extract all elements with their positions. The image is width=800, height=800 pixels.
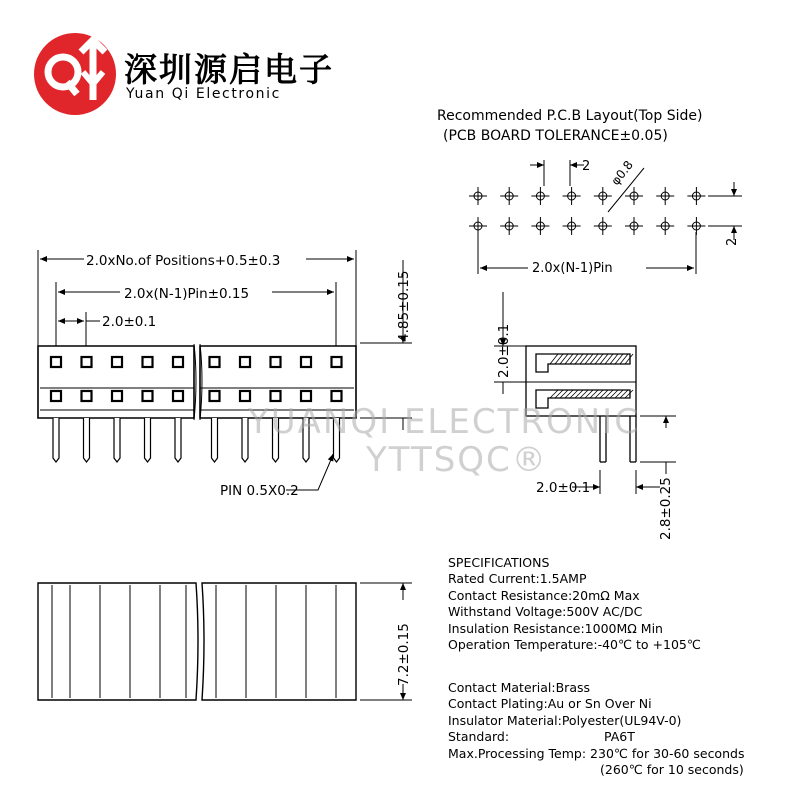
hatch-line <box>595 390 603 398</box>
specifications-block <box>448 555 701 653</box>
pin <box>84 418 90 462</box>
spec-line: Insulation Resistance:1000MΩ Min <box>448 620 663 636</box>
brand-name-cn: 深圳源启电子 <box>124 50 334 89</box>
hatch-line <box>605 390 613 398</box>
cavity <box>173 357 183 367</box>
side-dim-row-pitch: 2.0±0.1 <box>496 323 512 378</box>
pcb-hole <box>469 187 487 205</box>
pcb-hole <box>594 187 612 205</box>
hatch-line <box>620 390 628 398</box>
cavity <box>240 391 250 401</box>
pcb-hole <box>500 217 518 235</box>
pcb-dim-pitch: 2 <box>582 159 591 174</box>
hatch-line <box>615 390 623 398</box>
watermark-line2: YTTSQC® <box>366 440 548 480</box>
pcb-hole <box>656 187 674 205</box>
pcb-hole <box>531 187 549 205</box>
cavity <box>332 357 342 367</box>
pcb-hole <box>563 187 581 205</box>
pin <box>114 418 120 462</box>
cavity <box>82 391 92 401</box>
cavity <box>210 357 220 367</box>
pcb-dim-row-pitch: 2 <box>725 237 740 246</box>
hatch-line <box>600 354 608 364</box>
hatch-line <box>620 354 628 364</box>
hatch-line <box>550 390 558 398</box>
spec-material-line: Contact Material:Brass <box>448 680 590 695</box>
pin <box>145 418 151 462</box>
hatch-line <box>625 390 633 398</box>
spec-processing-line2: (260℃ for 10 seconds) <box>600 761 744 777</box>
hatch-line <box>615 354 623 364</box>
hatch-line <box>555 354 563 364</box>
cavity <box>143 391 153 401</box>
hatch-line <box>575 354 583 364</box>
spec-standard-value: PA6T <box>604 729 635 745</box>
body-dim-width: 7.2±0.15 <box>396 623 412 686</box>
spec-line: Contact Resistance:20mΩ Max <box>448 587 640 603</box>
cavity <box>51 357 61 367</box>
pin <box>53 418 59 462</box>
pcb-dim-hole: φ0.8 <box>608 157 636 188</box>
hatch-line <box>610 390 618 398</box>
hatch-line <box>570 354 578 364</box>
cavity <box>271 357 281 367</box>
hatch-line <box>560 354 568 364</box>
pcb-hole <box>500 187 518 205</box>
front-dim-pitch: 2.0±0.1 <box>102 314 157 330</box>
hatch-line <box>550 354 558 364</box>
pcb-layout-title: Recommended P.C.B Layout(Top Side) <box>437 108 703 124</box>
hatch-line <box>590 390 598 398</box>
hatch-line <box>585 390 593 398</box>
brand-name-en: Yuan Qi Electronic <box>126 86 281 102</box>
hatch-line <box>585 354 593 364</box>
pcb-hole <box>563 217 581 235</box>
cavity <box>143 357 153 367</box>
pcb-hole <box>531 217 549 235</box>
hatch-line <box>605 354 613 364</box>
pcb-hole <box>656 217 674 235</box>
spec-heading: SPECIFICATIONS <box>448 555 550 570</box>
pin <box>175 418 181 462</box>
hatch-line <box>580 354 588 364</box>
cavity <box>271 391 281 401</box>
cavity <box>112 357 122 367</box>
cavity <box>240 357 250 367</box>
hatch-line <box>590 354 598 364</box>
spec-line: Rated Current:1.5AMP <box>448 571 587 587</box>
front-dim-total: 2.0xNo.of Positions+0.5±0.3 <box>86 253 281 269</box>
spec-line: Withstand Voltage:500V AC/DC <box>448 604 643 620</box>
side-dim-tail: 2.8±0.25 <box>658 477 674 540</box>
pcb-hole <box>687 187 705 205</box>
pcb-hole <box>625 187 643 205</box>
front-dim-height: 4.85±0.15 <box>396 270 412 342</box>
cavity <box>210 391 220 401</box>
hatch-line <box>570 390 578 398</box>
watermark-line1: YUANQI ELECTRONIC <box>248 402 640 442</box>
cavity <box>173 391 183 401</box>
pin <box>212 418 218 462</box>
hatch-line <box>555 390 563 398</box>
pcb-hole-grid <box>469 187 705 235</box>
spec-material-line: Contact Plating:Au or Sn Over Ni <box>448 696 652 712</box>
cavity <box>332 391 342 401</box>
side-dim-bottom: 2.0±0.1 <box>536 480 591 496</box>
pcb-tolerance: (PCB BOARD TOLERANCE±0.05) <box>443 128 668 144</box>
body-view <box>38 583 356 700</box>
pcb-hole <box>594 217 612 235</box>
spec-standard-row <box>448 729 744 745</box>
hatch-line <box>625 354 633 364</box>
cavity <box>51 391 61 401</box>
materials-block <box>448 680 744 778</box>
pcb-hole <box>625 217 643 235</box>
spec-line: Operation Temperature:-40℃ to +105℃ <box>448 636 701 652</box>
hatch-line <box>580 390 588 398</box>
hatch-line <box>565 354 573 364</box>
spec-material-line: Insulator Material:Polyester(UL94V-0) <box>448 712 682 728</box>
hatch-line <box>560 390 568 398</box>
cavity <box>112 391 122 401</box>
spec-processing-line1: Max.Processing Temp: 230℃ for 30-60 seconds <box>448 745 745 761</box>
hatch-line <box>575 390 583 398</box>
cavity <box>82 357 92 367</box>
cavity <box>301 391 311 401</box>
hatch-line <box>610 354 618 364</box>
spec-standard-label: Standard: <box>448 729 510 745</box>
pcb-dim-span: 2.0x(N-1)Pin <box>532 261 613 276</box>
front-pin-label: PIN 0.5X0.2 <box>220 483 299 499</box>
hatch-line <box>600 390 608 398</box>
cavity <box>301 357 311 367</box>
front-dim-span: 2.0x(N-1)Pin±0.15 <box>124 286 250 302</box>
hatch-line <box>565 390 573 398</box>
hatch-line <box>595 354 603 364</box>
